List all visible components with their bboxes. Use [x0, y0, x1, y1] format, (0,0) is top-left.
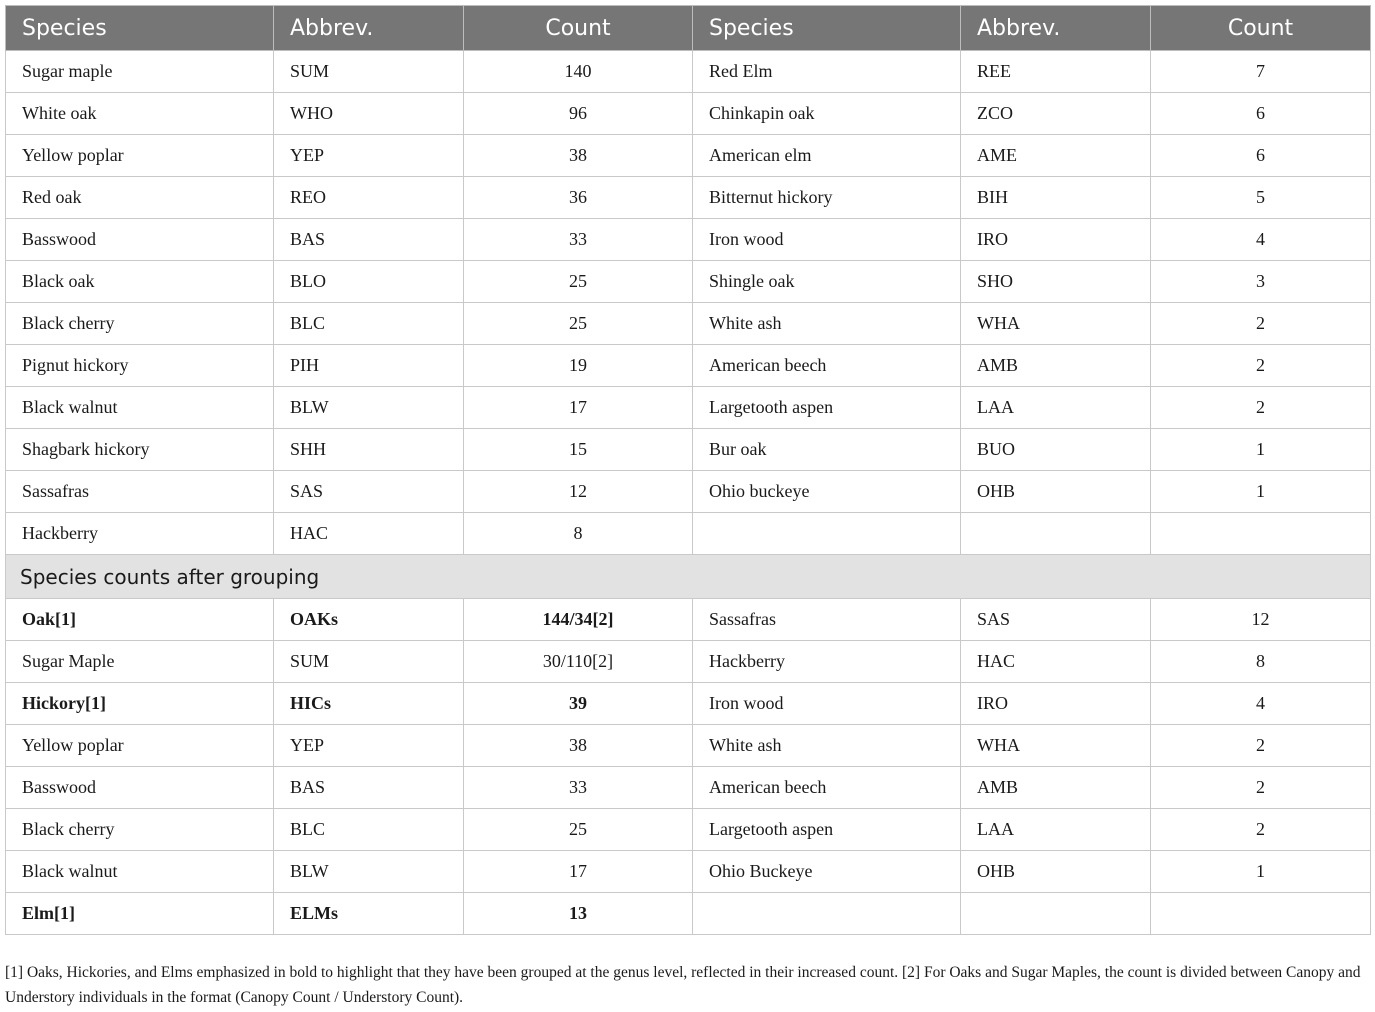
count-cell: 2 [1151, 809, 1371, 851]
species-cell: Iron wood [693, 683, 961, 725]
table-row [6, 809, 1371, 851]
count-cell: 3 [1151, 261, 1371, 303]
section-header [6, 555, 1371, 599]
count-cell: 6 [1151, 93, 1371, 135]
abbrev-cell: LAA [961, 809, 1151, 851]
abbrev-cell: SAS [961, 599, 1151, 641]
species-cell: Shingle oak [693, 261, 961, 303]
species-cell: Elm[1] [6, 893, 274, 935]
species-cell: Chinkapin oak [693, 93, 961, 135]
abbrev-cell: HICs [274, 683, 464, 725]
species-cell: Red Elm [693, 51, 961, 93]
species-cell: Largetooth aspen [693, 809, 961, 851]
table-row [6, 725, 1371, 767]
count-cell: 19 [464, 345, 693, 387]
header-species: Species [6, 6, 274, 51]
abbrev-cell: IRO [961, 219, 1151, 261]
count-cell: 33 [464, 767, 693, 809]
count-cell: 25 [464, 261, 693, 303]
abbrev-cell: OHB [961, 851, 1151, 893]
table-row [6, 513, 1371, 555]
section-title: Species counts after grouping [6, 555, 1371, 599]
abbrev-cell: IRO [961, 683, 1151, 725]
count-cell: 2 [1151, 387, 1371, 429]
species-cell: American elm [693, 135, 961, 177]
abbrev-cell: REO [274, 177, 464, 219]
abbrev-cell: BLC [274, 303, 464, 345]
species-cell: Shagbark hickory [6, 429, 274, 471]
species-cell: Ohio Buckeye [693, 851, 961, 893]
species-rows [6, 51, 1371, 555]
species-cell: White oak [6, 93, 274, 135]
table-row [6, 345, 1371, 387]
abbrev-cell: SHO [961, 261, 1151, 303]
count-cell: 8 [1151, 641, 1371, 683]
abbrev-cell: YEP [274, 725, 464, 767]
abbrev-cell: BLC [274, 809, 464, 851]
count-cell: 1 [1151, 471, 1371, 513]
species-cell: Iron wood [693, 219, 961, 261]
species-cell: Sugar Maple [6, 641, 274, 683]
abbrev-cell: YEP [274, 135, 464, 177]
table-row [6, 93, 1371, 135]
species-cell: Hackberry [6, 513, 274, 555]
abbrev-cell: HAC [961, 641, 1151, 683]
count-cell: 30/110[2] [464, 641, 693, 683]
table-row [6, 219, 1371, 261]
species-cell: Sassafras [693, 599, 961, 641]
species-cell: Bur oak [693, 429, 961, 471]
species-cell: Sassafras [6, 471, 274, 513]
species-cell: Largetooth aspen [693, 387, 961, 429]
abbrev-cell: WHA [961, 725, 1151, 767]
count-cell: 96 [464, 93, 693, 135]
abbrev-cell: SAS [274, 471, 464, 513]
abbrev-cell: PIH [274, 345, 464, 387]
table-row [6, 303, 1371, 345]
count-cell: 5 [1151, 177, 1371, 219]
species-cell: American beech [693, 767, 961, 809]
header-count: Count [464, 6, 693, 51]
count-cell: 17 [464, 851, 693, 893]
abbrev-cell: SHH [274, 429, 464, 471]
abbrev-cell: AMB [961, 767, 1151, 809]
table-row [6, 51, 1371, 93]
count-cell: 140 [464, 51, 693, 93]
count-cell: 2 [1151, 767, 1371, 809]
abbrev-cell: BAS [274, 767, 464, 809]
abbrev-cell: AME [961, 135, 1151, 177]
count-cell: 17 [464, 387, 693, 429]
species-cell: Oak[1] [6, 599, 274, 641]
species-cell: Pignut hickory [6, 345, 274, 387]
abbrev-cell: OAKs [274, 599, 464, 641]
species-cell: Hackberry [693, 641, 961, 683]
count-cell: 13 [464, 893, 693, 935]
count-cell: 12 [1151, 599, 1371, 641]
abbrev-cell: ZCO [961, 93, 1151, 135]
table-row [6, 177, 1371, 219]
abbrev-cell: SUM [274, 641, 464, 683]
species-cell: American beech [693, 345, 961, 387]
count-cell: 7 [1151, 51, 1371, 93]
count-cell: 25 [464, 809, 693, 851]
abbrev-cell: SUM [274, 51, 464, 93]
header-species: Species [693, 6, 961, 51]
count-cell: 2 [1151, 303, 1371, 345]
header-abbrev: Abbrev. [961, 6, 1151, 51]
species-cell: Basswood [6, 219, 274, 261]
table-header-row [6, 6, 1371, 51]
abbrev-cell: HAC [274, 513, 464, 555]
species-cell: Black walnut [6, 387, 274, 429]
table-footnote: [1] Oaks, Hickories, and Elms emphasized in bold to highlight that they have been grouped at the genus level, reflected in their increased count. [2] For Oaks and Sugar Maples, the count is divided between Canopy and Understory individuals in the format (Canopy Count / Understory Count). [5, 964, 1361, 1006]
table-row [6, 471, 1371, 513]
table-row [6, 599, 1371, 641]
abbrev-cell: BLO [274, 261, 464, 303]
species-cell: Red oak [6, 177, 274, 219]
count-cell: 4 [1151, 683, 1371, 725]
count-cell: 38 [464, 135, 693, 177]
species-cell: Hickory[1] [6, 683, 274, 725]
count-cell: 2 [1151, 725, 1371, 767]
table-row [6, 387, 1371, 429]
abbrev-cell: BAS [274, 219, 464, 261]
species-cell: White ash [693, 303, 961, 345]
table-row [6, 893, 1371, 935]
species-cell: Yellow poplar [6, 725, 274, 767]
abbrev-cell: OHB [961, 471, 1151, 513]
count-cell: 1 [1151, 429, 1371, 471]
abbrev-cell: REE [961, 51, 1151, 93]
abbrev-cell: BLW [274, 851, 464, 893]
count-cell: 39 [464, 683, 693, 725]
count-cell: 6 [1151, 135, 1371, 177]
table-row [6, 641, 1371, 683]
count-cell: 33 [464, 219, 693, 261]
header-count: Count [1151, 6, 1371, 51]
abbrev-cell [961, 893, 1151, 935]
species-cell: Black cherry [6, 303, 274, 345]
table-row [6, 851, 1371, 893]
species-cell: Black walnut [6, 851, 274, 893]
table-row [6, 261, 1371, 303]
species-cell: Black oak [6, 261, 274, 303]
species-cell: Sugar maple [6, 51, 274, 93]
species-cell [693, 513, 961, 555]
table-row [6, 135, 1371, 177]
count-cell: 8 [464, 513, 693, 555]
abbrev-cell: BLW [274, 387, 464, 429]
species-cell: Yellow poplar [6, 135, 274, 177]
table-row [6, 429, 1371, 471]
abbrev-cell: LAA [961, 387, 1151, 429]
count-cell: 1 [1151, 851, 1371, 893]
count-cell: 12 [464, 471, 693, 513]
species-cell: Ohio buckeye [693, 471, 961, 513]
count-cell: 36 [464, 177, 693, 219]
count-cell [1151, 893, 1371, 935]
count-cell: 25 [464, 303, 693, 345]
abbrev-cell: AMB [961, 345, 1151, 387]
count-cell [1151, 513, 1371, 555]
abbrev-cell: ELMs [274, 893, 464, 935]
abbrev-cell: WHO [274, 93, 464, 135]
species-cell [693, 893, 961, 935]
count-cell: 4 [1151, 219, 1371, 261]
species-cell: White ash [693, 725, 961, 767]
abbrev-cell: BIH [961, 177, 1151, 219]
header-abbrev: Abbrev. [274, 6, 464, 51]
count-cell: 38 [464, 725, 693, 767]
species-cell: Black cherry [6, 809, 274, 851]
abbrev-cell: BUO [961, 429, 1151, 471]
count-cell: 2 [1151, 345, 1371, 387]
count-cell: 15 [464, 429, 693, 471]
count-cell: 144/34[2] [464, 599, 693, 641]
table-row [6, 767, 1371, 809]
grouped-species-rows [6, 599, 1371, 935]
table-row [6, 683, 1371, 725]
abbrev-cell: WHA [961, 303, 1151, 345]
species-cell: Bitternut hickory [693, 177, 961, 219]
abbrev-cell [961, 513, 1151, 555]
species-cell: Basswood [6, 767, 274, 809]
species-count-table [5, 5, 1371, 935]
